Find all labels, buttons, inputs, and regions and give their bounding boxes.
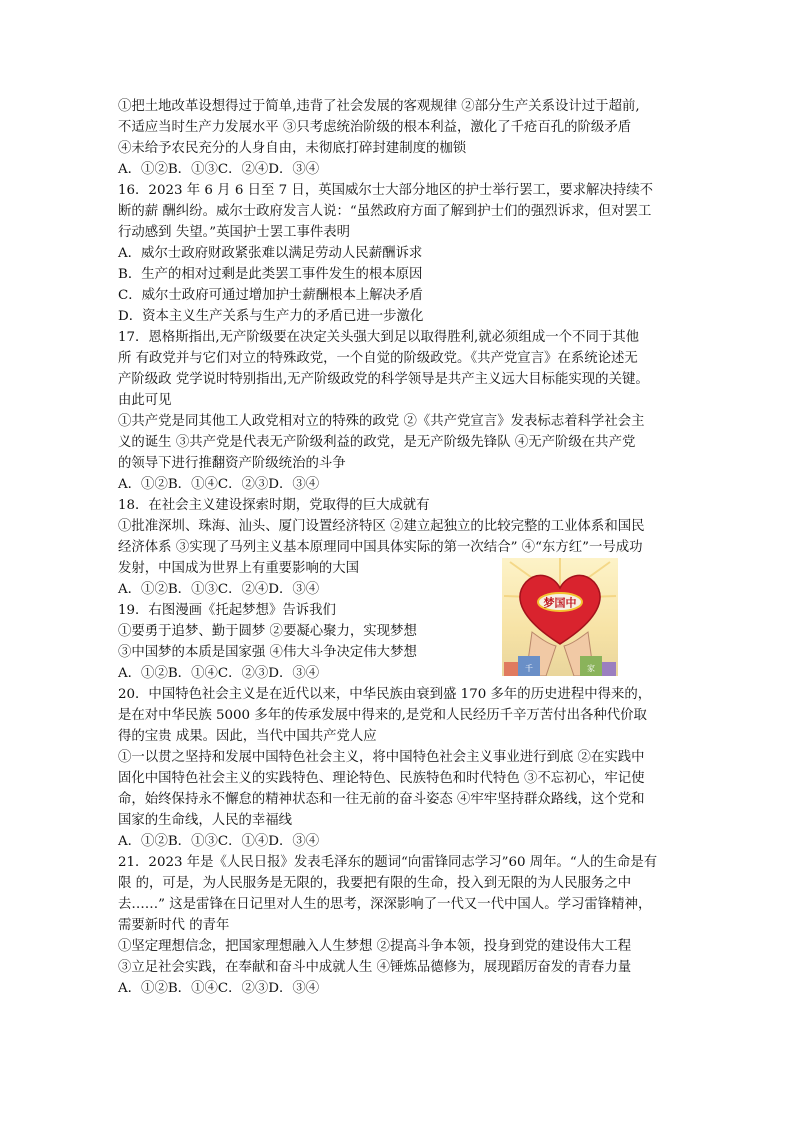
left-sleeve-text: 千 xyxy=(525,664,533,673)
q17-option-line-3: 的领导下进行推翻资产阶级统治的斗争 xyxy=(118,456,346,471)
q18-option-line-1: ①批准深圳、珠海、汕头、厦门设置经济特区 ②建立起独立的比较完整的工业体系和国民 xyxy=(118,519,645,534)
far-left-sleeve xyxy=(504,662,518,676)
q15-option-line-2: 不适应当时生产力发展水平 ③只考虑统治阶级的根本利益，激化了千疮百孔的阶级矛盾 xyxy=(118,120,632,135)
q21-option-line-1: ①坚定理想信念，把国家理想融入人生梦想 ②提高斗争本领，投身到党的建设伟大工程 xyxy=(118,939,632,954)
far-right-sleeve xyxy=(602,662,616,676)
q20-answers: A．①②B．①③C．①④D．③④ xyxy=(118,834,320,849)
q21-option-line-2: ③立足社会实践，在奉献和奋斗中成就人生 ④锤炼品德修为，展现蹈厉奋发的青春力量 xyxy=(118,960,632,975)
q21-stem-line-3: 去……” 这是雷锋在日记里对人生的思考，深深影响了一代又一代中国人。学习雷锋精神， xyxy=(118,897,652,912)
q15-answers: A．①②B．①③C．②④D．③④ xyxy=(118,162,320,177)
q17-option-line-1: ①共产党是同其他工人政党相对立的特殊的政党 ②《共产党宣言》发表标志着科学社会主 xyxy=(118,414,645,429)
q16-answer-b: B．生产的相对过剩是此类罢工事件发生的根本原因 xyxy=(118,267,423,282)
q15-option-line-1: ①把土地改革设想得过于简单,违背了社会发展的客观规律 ②部分生产关系设计过于超前, xyxy=(118,99,640,114)
right-sleeve-text: 家 xyxy=(587,664,595,673)
q18-option-line-3: 发射，中国成为世界上有重要影响的大国 xyxy=(118,561,360,576)
q20-stem-line-1: 20．中国特色社会主义是在近代以来，中华民族由衰到盛 170 多年的历史进程中得来的， xyxy=(118,687,652,702)
q17-stem-line-2: 所 有政党并与它们对立的特殊政党，一个自觉的阶级政党。《共产党宣言》在系统论述无 xyxy=(118,351,638,366)
q19-stem: 19．右图漫画《托起梦想》告诉我们 xyxy=(118,603,336,618)
q20-option-line-2: 固化中国特色社会主义的实践特色、理论特色、民族特色和时代特色 ③不忘初心，牢记使 xyxy=(118,771,645,786)
q19-answers: A．①②B．①④C．②③D．③④ xyxy=(118,666,320,681)
q17-stem-line-3: 产阶级政 党学说时特别指出,无产阶级政党的科学领导是共产主义远大目标能实现的关键。 xyxy=(118,372,649,387)
q21-answers: A．①②B．①④C．②③D．③④ xyxy=(118,981,320,996)
q19-option-line-1: ①要勇于追梦、勤于圆梦 ②要凝心聚力，实现梦想 xyxy=(118,624,417,639)
q16-stem-line-3: 行动感到 失望。”英国护士罢工事件表明 xyxy=(118,225,351,240)
q20-stem-line-3: 得的宝贵 成果。因此，当代中国共产党人应 xyxy=(118,729,377,744)
q16-stem-line-2: 断的薪 酬纠纷。威尔士政府发言人说：“虽然政府方面了解到护士们的强烈诉求，但对罢工 xyxy=(118,204,652,219)
q16-stem-line-1: 16．2023 年 6 月 6 日至 7 日，英国威尔士大部分地区的护士举行罢工，要求解决持续不 xyxy=(118,183,653,198)
comic-svg xyxy=(502,558,618,676)
q16-answer-a: A．威尔士政府财政紧张难以满足劳动人民薪酬诉求 xyxy=(118,246,423,261)
q21-stem-line-2: 限 的，可是，为人民服务是无限的，我要把有限的生命，投入到无限的为人民服务之中 xyxy=(118,876,632,891)
exam-page xyxy=(118,96,678,999)
q16-answer-d: D．资本主义生产关系与生产力的矛盾已进一步激化 xyxy=(118,309,424,324)
q21-stem-line-1: 21．2023 年是《人民日报》发表毛泽东的题词“向雷锋同志学习”60 周年。“人的生命是有 xyxy=(118,855,658,870)
q17-answers: A．①②B．①④C．②③D．③④ xyxy=(118,477,320,492)
q19-option-line-2: ③中国梦的本质是国家强 ④伟大斗争决定伟大梦想 xyxy=(118,645,417,660)
q18-answers: A．①②B．①③C．②④D．③④ xyxy=(118,582,320,597)
q17-option-line-2: 义的诞生 ③共产党是代表无产阶级利益的政党，是无产阶级先锋队 ④无产阶级在共产党 xyxy=(118,435,636,450)
q17-stem-line-4: 由此可见 xyxy=(118,393,172,408)
q20-option-line-3: 命，始终保持永不懈怠的精神状态和一往无前的奋斗姿态 ④牢牢坚持群众路线，这个党和 xyxy=(118,792,645,807)
q20-stem-line-2: 是在对中华民族 5000 多年的传承发展中得来的,是党和人民经历千辛万苦付出各种代价取 xyxy=(118,708,647,723)
q18-stem: 18．在社会主义建设探索时期，党取得的巨大成就有 xyxy=(118,498,430,513)
q15-option-line-3: ④未给予农民充分的人身自由，未彻底打碎封建制度的枷锁 xyxy=(118,141,467,156)
q18-option-line-2: 经济体系 ③实现了马列主义基本原理同中国具体实际的第一次结合” ④“东方红”一号成功 xyxy=(118,540,643,555)
q21-stem-line-4: 需要新时代 的青年 xyxy=(118,918,230,933)
dream-comic-illustration xyxy=(502,558,618,676)
q20-option-line-4: 国家的生命线，人民的幸福线 xyxy=(118,813,293,828)
q20-option-line-1: ①一以贯之坚持和发展中国特色社会主义，将中国特色社会主义事业进行到底 ②在实践中 xyxy=(118,750,645,765)
q16-answer-c: C．威尔士政府可通过增加护士薪酬根本上解决矛盾 xyxy=(118,288,423,303)
q17-stem-line-1: 17．恩格斯指出,无产阶级要在决定关头强大到足以取得胜利,就必须组成一个不同于其他 xyxy=(118,330,640,345)
heart-text: 梦国中 xyxy=(543,596,577,610)
